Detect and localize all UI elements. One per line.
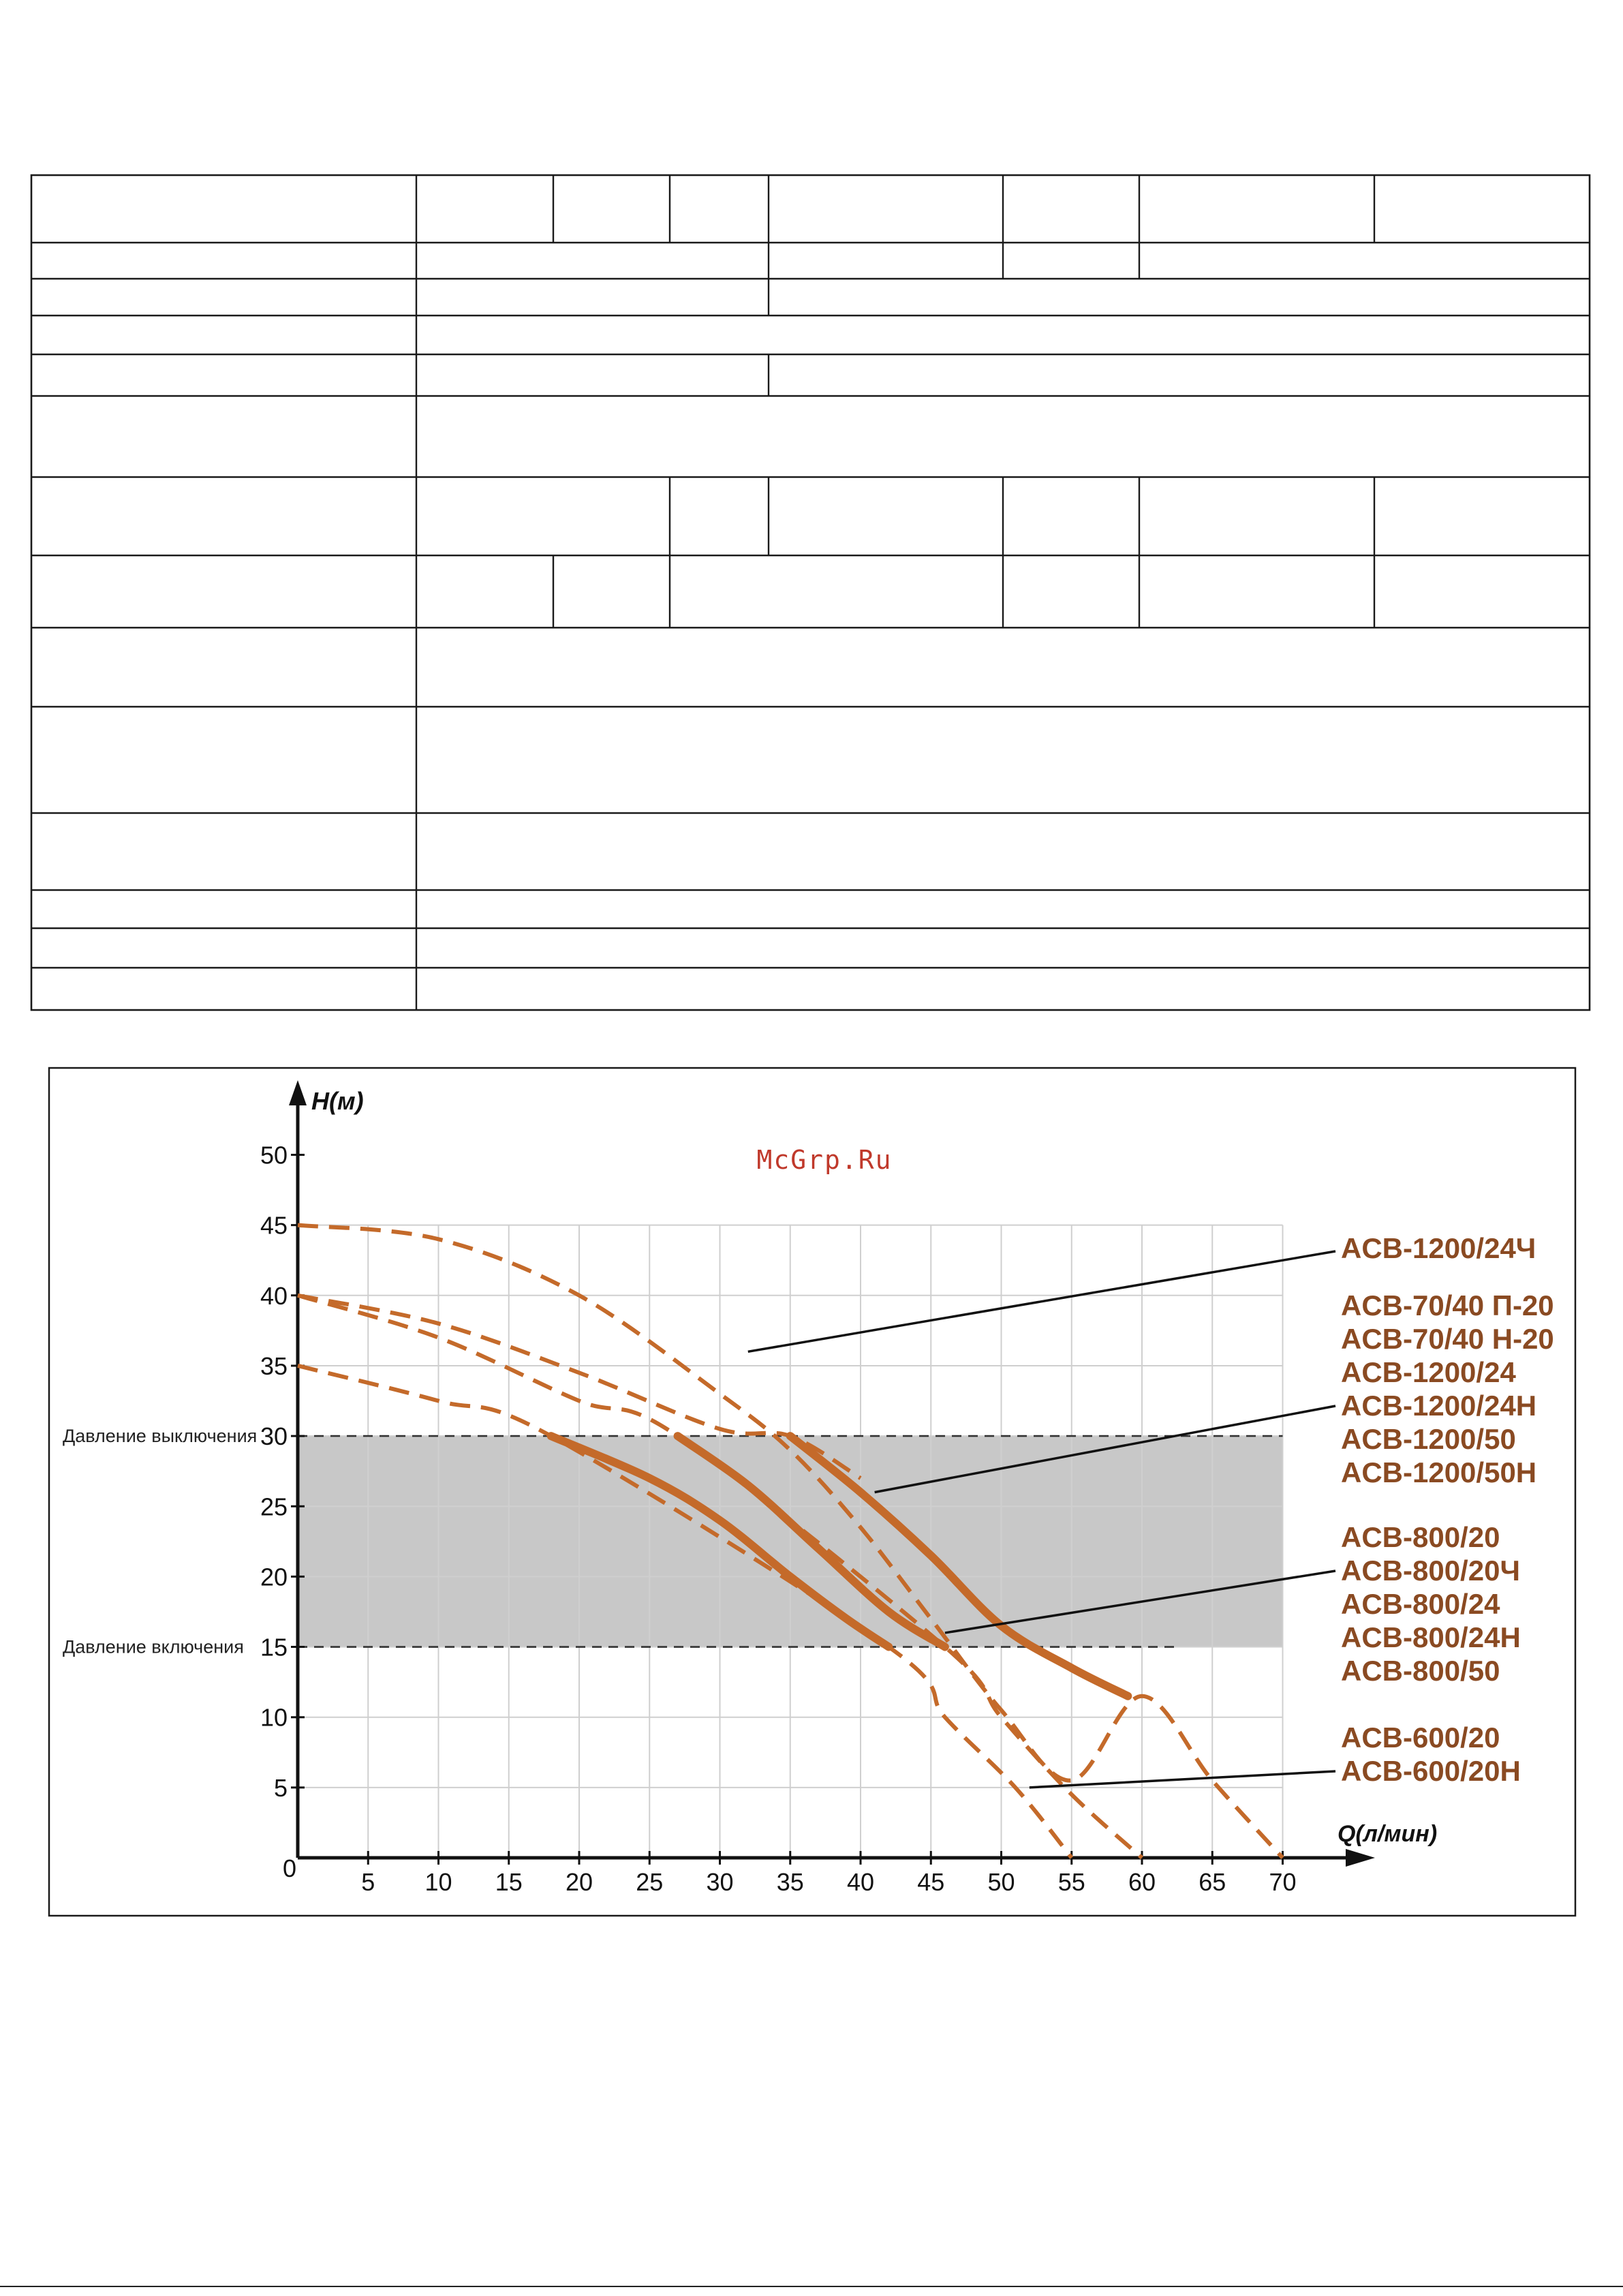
legend-label: ACB-800/24 (1341, 1588, 1500, 1620)
origin-label: 0 (282, 1854, 297, 1882)
x-tick-label: 10 (424, 1868, 452, 1896)
legend-label: ACB-70/40 Н-20 (1341, 1323, 1554, 1355)
y-tick-label: 20 (260, 1563, 288, 1591)
y-tick-label: 45 (260, 1211, 288, 1240)
footer-rule (0, 2286, 1623, 2287)
legend-label: ACB-800/20 (1341, 1521, 1500, 1553)
y-tick-label: 30 (260, 1422, 288, 1451)
legend-label: ACB-70/40 П-20 (1341, 1289, 1554, 1321)
x-tick-label: 60 (1128, 1868, 1156, 1896)
x-tick-label: 50 (987, 1868, 1015, 1896)
legend-label: ACB-600/20Н (1341, 1755, 1521, 1787)
y-axis-arrow (289, 1080, 307, 1105)
legend-label: ACB-1200/24Н (1341, 1390, 1537, 1422)
pressure-on-label: Давление включения (63, 1636, 244, 1657)
pressure-off-label: Давление выключения (63, 1426, 258, 1447)
y-tick-label: 50 (260, 1141, 288, 1169)
x-axis-arrow (1346, 1849, 1375, 1867)
x-tick-label: 65 (1199, 1868, 1226, 1896)
x-tick-label: 55 (1057, 1868, 1085, 1896)
legend-label: ACB-600/20 (1341, 1721, 1500, 1754)
y-tick-label: 15 (260, 1633, 288, 1662)
legend-label: ACB-800/20Ч (1341, 1555, 1520, 1587)
y-axis-label: H(м) (311, 1087, 364, 1115)
legend-label: ACB-1200/24 (1341, 1356, 1516, 1388)
legend-label: ACB-1200/50Н (1341, 1456, 1537, 1488)
x-tick-label: 25 (636, 1868, 664, 1896)
x-axis-label: Q(л/мин) (1338, 1821, 1438, 1847)
x-tick-label: 70 (1269, 1868, 1297, 1896)
x-tick-label: 15 (495, 1868, 523, 1896)
y-tick-label: 35 (260, 1351, 288, 1380)
legend-label: ACB-800/50 (1341, 1655, 1500, 1687)
legend-label: ACB-800/24Н (1341, 1621, 1521, 1653)
legend-label: ACB-1200/50 (1341, 1423, 1516, 1455)
legend-pointer (748, 1251, 1335, 1351)
legend-pointer (1030, 1771, 1335, 1788)
x-tick-label: 20 (565, 1868, 593, 1896)
x-tick-label: 35 (776, 1868, 804, 1896)
x-tick-label: 40 (846, 1868, 875, 1896)
y-tick-label: 40 (260, 1281, 288, 1310)
watermark: McGrp.Ru (756, 1145, 893, 1175)
x-tick-label: 30 (706, 1868, 734, 1896)
y-tick-label: 5 (273, 1773, 288, 1802)
x-tick-label: 5 (361, 1868, 375, 1896)
x-tick-label: 45 (917, 1868, 945, 1896)
y-tick-label: 25 (260, 1493, 288, 1521)
legend-label: ACB-1200/24Ч (1341, 1232, 1536, 1264)
y-tick-label: 10 (260, 1703, 288, 1732)
